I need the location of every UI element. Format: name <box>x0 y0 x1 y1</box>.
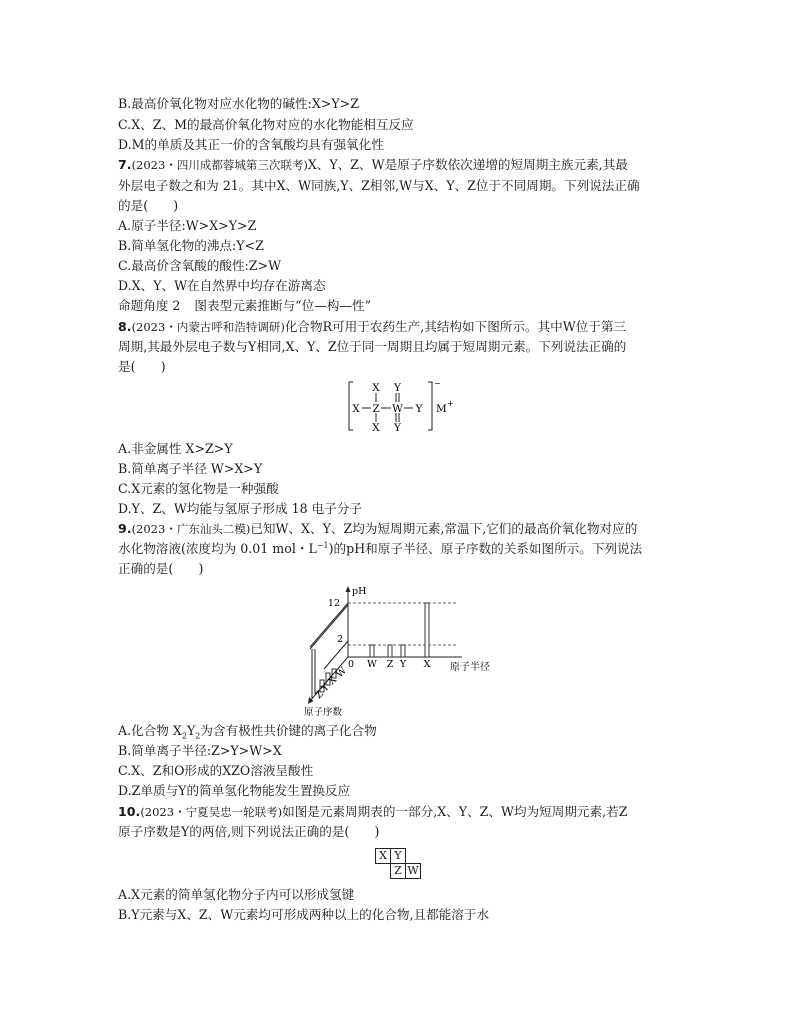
cell-x: X <box>375 848 391 864</box>
q6-option-b: B.最高价氧化物对应水化物的碱性:X>Y>Z <box>118 96 359 111</box>
q8-structure-diagram <box>345 378 445 434</box>
q9-stem-line3: 正确的是( ) <box>118 561 204 576</box>
origin-label: 0 <box>347 659 355 670</box>
radius-axis-label: 原子半径 <box>450 662 490 673</box>
q9-text1: 已知W、X、Y、Z均为短周期元素,常温下,它们的最高价氧化物对应的 <box>250 521 638 536</box>
q7-option-d: D.X、Y、W在自然界中均存在游离态 <box>118 278 326 293</box>
q9-option-c: C.X、Z和O形成的XZO溶液呈酸性 <box>118 763 314 778</box>
q7-stem-line2: 外层电子数之和为 21。其中X、W同族,Y、Z相邻,W与X、Y、Z位于不同周期。下列说法正确 <box>118 178 640 193</box>
q7-source: (2023・四川成都蓉城第三次联考) <box>131 158 308 172</box>
q8-text1: 化合物R可用于农药生产,其结构如下图所示。其中W位于第三 <box>284 319 627 334</box>
bar-y <box>401 645 405 657</box>
q9-text2a: 水化物溶液(浓度均为 0.01 mol・L <box>118 541 317 556</box>
q9-stem-line1 <box>118 520 637 538</box>
bar-label-x: X <box>423 659 431 670</box>
cell-y: Y <box>390 848 406 864</box>
q9-ph-chart <box>290 585 540 720</box>
section-heading <box>118 297 371 315</box>
section-label: 命题角度 2 <box>118 298 181 313</box>
q10-source: (2023・宁夏吴忠一轮联考) <box>140 805 283 819</box>
bar-labels-group <box>367 659 431 670</box>
q8-number: 8. <box>118 319 132 334</box>
q10-stem-line2: 原子序数是Y的两倍,则下列说法正确的是( ) <box>118 824 380 839</box>
q9-text2b: )的pH和原子半径、原子序数的关系如图所示。下列说法 <box>328 541 643 556</box>
cation-charge: + <box>447 399 454 408</box>
atom-x-left: X <box>352 403 360 415</box>
section-title: 图表型元素推断与“位—构—性” <box>194 298 372 313</box>
q9-source: (2023・广东汕头二模) <box>131 522 251 536</box>
cation-charge-sign <box>446 398 456 408</box>
bar-label-y: Y <box>399 659 407 670</box>
q9-option-a: A.化合物 $X_2Y_2$为含有极性共价键的离子化合物 <box>118 723 377 741</box>
q8-option-b: B.简单离子半径 W>X>Y <box>118 461 263 476</box>
bar-x <box>425 603 429 657</box>
depth-label-z: Z <box>313 688 326 702</box>
depth-label-y: Y <box>319 681 332 695</box>
q7-text1: X、Y、Z、W是原子序数依次递增的短周期主族元素,其最 <box>307 157 628 172</box>
q7-option-a: A.原子半径:W>X>Y>Z <box>118 218 257 233</box>
anion-charge: − <box>434 379 441 388</box>
q9-option-b: B.简单离子半径:Z>Y>W>X <box>118 743 282 758</box>
q10-text1: 如图是元素周期表的一部分,X、Y、Z、W均为短周期元素,若Z <box>282 804 628 819</box>
bar-label-z: Z <box>386 659 394 670</box>
tick-2: 2 <box>336 634 343 645</box>
q8-option-d: D.Y、Z、W均能与氢原子形成 18 电子分子 <box>118 501 363 516</box>
atomic-number-axis-label: 原子序数 <box>304 707 343 718</box>
ph-axis-arrow <box>346 586 351 592</box>
q9-stem-line2 <box>118 540 642 558</box>
q10-number: 10. <box>118 804 141 819</box>
q9-text2-sup: −1 <box>316 540 329 550</box>
atom-w: W <box>392 403 403 415</box>
atom-y-right: Y <box>415 403 423 415</box>
q8-option-c: C.X元素的氢化物是一种强酸 <box>118 481 279 496</box>
q7-stem-line1 <box>118 156 628 174</box>
q10-option-b: B.Y元素与X、Z、W元素均可形成两种以上的化合物,且都能溶于水 <box>118 907 490 922</box>
q7-option-b: B.简单氢化物的沸点:Y<Z <box>118 238 264 253</box>
q10-stem-line1 <box>118 803 627 821</box>
atom-x-top: X <box>372 382 380 394</box>
atom-y-top: Y <box>394 382 401 394</box>
cell-z: Z <box>390 863 406 879</box>
q6-option-c: C.X、Z、M的最高价氧化物对应的水化物能相互反应 <box>118 117 414 132</box>
bars-group <box>370 603 429 657</box>
tick-12: 12 <box>327 598 340 609</box>
atom-y-bottom: Y <box>394 422 401 434</box>
bar-z <box>388 645 392 657</box>
atom-x-bottom: X <box>372 422 380 434</box>
cation-symbol: M <box>436 403 447 415</box>
cell-w: W <box>405 863 421 879</box>
q7-number: 7. <box>118 157 132 172</box>
q6-option-d: D.M的单质及其正一价的含氧酸均具有强氧化性 <box>118 137 384 152</box>
q8-source: (2023・内蒙古呼和浩特调研) <box>131 320 285 334</box>
depth-label-w: W <box>334 665 350 681</box>
q8-stem-line1 <box>118 318 626 336</box>
bar-label-w: W <box>367 659 377 670</box>
ph-axis-label: pH <box>352 586 367 597</box>
q8-stem-line2: 周期,其最外层电子数与Y相同,X、Y、Z位于同一周期且均属于短周期元素。下列说法正确的 <box>118 339 627 354</box>
atom-z: Z <box>372 403 380 415</box>
q9-number: 9. <box>118 521 132 536</box>
q8-option-a: A.非金属性 X>Z>Y <box>118 441 233 456</box>
depth-label-x: X <box>326 674 339 688</box>
q9-option-d: D.Z单质与Y的简单氢化物能发生置换反应 <box>118 783 351 798</box>
q7-stem-line3: 的是( ) <box>118 198 179 213</box>
bar-w <box>370 645 374 657</box>
q10-option-a: A.X元素的简单氢化物分子内可以形成氢键 <box>118 887 355 902</box>
q8-stem-line3: 是( ) <box>118 359 166 374</box>
q7-option-c: C.最高价含氧酸的酸性:Z>W <box>118 258 282 273</box>
